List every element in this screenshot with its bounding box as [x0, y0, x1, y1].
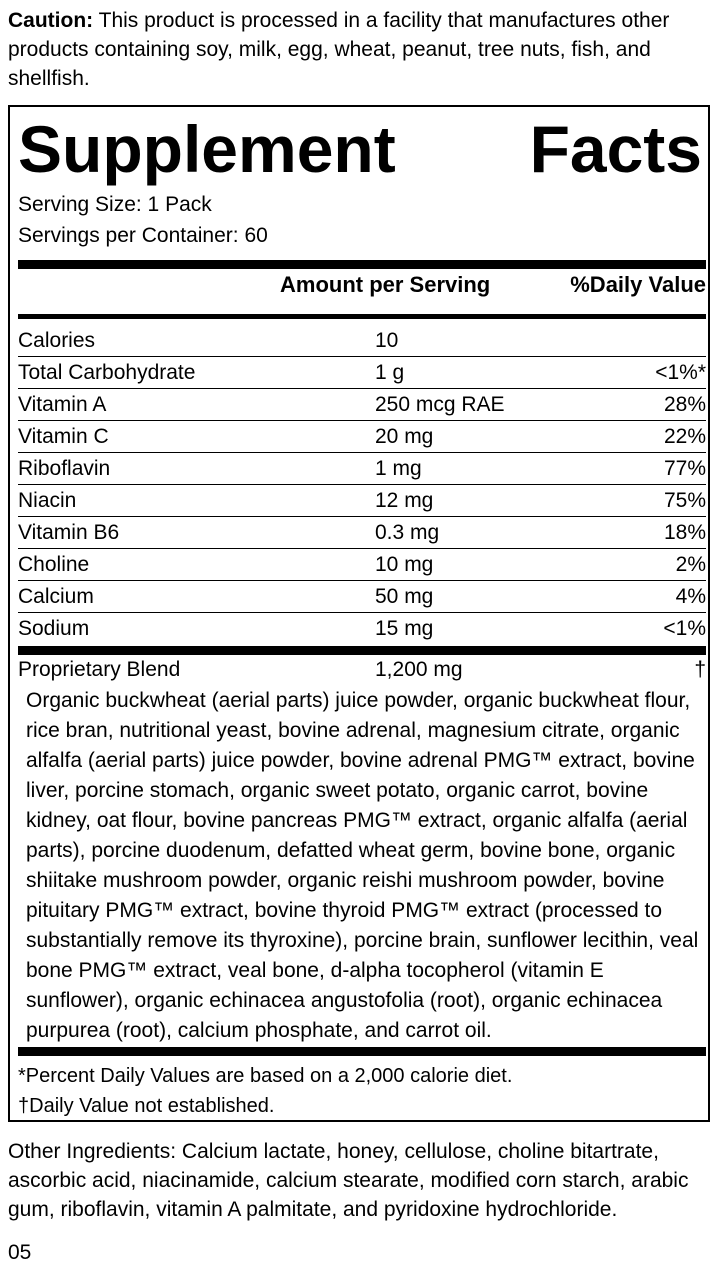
- blend-header-row: [18, 655, 706, 685]
- nutrient-dv: 75%: [663, 489, 706, 512]
- nutrient-row: [18, 549, 706, 581]
- caution-statement: [8, 6, 708, 93]
- nutrient-amount: 10: [375, 329, 399, 352]
- nutrient-amount: 12 mg: [375, 489, 434, 512]
- nutrient-name: Vitamin A: [18, 393, 107, 416]
- nutrient-name: Total Carbohydrate: [18, 361, 196, 384]
- nutrient-row: [18, 357, 706, 389]
- footnote-daily-values: *Percent Daily Values are based on a 2,000 calorie diet.: [18, 1065, 513, 1087]
- nutrient-dv: 28%: [663, 393, 706, 416]
- nutrient-row: [18, 485, 706, 517]
- blend-amount: 1,200 mg: [375, 658, 463, 681]
- panel-title: [18, 111, 702, 187]
- divider-bottom: [18, 1047, 706, 1056]
- page-code: 05: [8, 1241, 32, 1264]
- nutrient-row: [18, 517, 706, 549]
- footnote-dagger: †Daily Value not established.: [18, 1095, 275, 1117]
- divider-header: [18, 314, 706, 319]
- serving-info: [18, 189, 268, 251]
- nutrient-dv: 18%: [663, 521, 706, 544]
- nutrient-amount: 20 mg: [375, 425, 434, 448]
- nutrient-dv: <1%: [663, 617, 706, 640]
- nutrient-row: [18, 389, 706, 421]
- nutrient-name: Sodium: [18, 617, 90, 640]
- nutrient-row: [18, 421, 706, 453]
- blend-ingredients: Organic buckwheat (aerial parts) juice powder, organic buckwheat flour, rice bran, nutritional yeast, bovine adrenal, magnesium citrate, organic alfalfa (aerial parts) juice powder, bovine adrenal PMG™ extract, bovine liver, porcine stomach, organic sweet potato, organic carrot, bovine kidney, oat flour, bovine pancreas PMG™ extract, organic alfalfa (aerial parts), porcine duodenum, defatted wheat germ, bovine bone, organic shiitake mushroom powder, organic reishi mushroom powder, bovine pituitary PMG™ extract, bovine thyroid PMG™ extract (processed to substantially remove its thyroxine), porcine brain, sunflower lecithin, veal bone PMG™ extract, veal bone, d-alpha tocopherol (vitamin E sunflower), organic echinacea angustofolia (root), organic echinacea purpurea (root), calcium phosphate, and carrot oil.: [26, 689, 699, 1042]
- nutrient-row: [18, 581, 706, 613]
- nutrient-dv: 22%: [663, 425, 706, 448]
- footnotes: [18, 1061, 512, 1121]
- nutrient-amount: 1 g: [375, 361, 405, 384]
- nutrient-dv: 2%: [675, 553, 706, 576]
- divider-thick-top: [18, 260, 706, 269]
- title-word-facts: Facts: [529, 112, 702, 186]
- nutrient-amount: 1 mg: [375, 457, 422, 480]
- nutrient-name: Vitamin B6: [18, 521, 120, 544]
- nutrient-amount: 250 mcg RAE: [375, 393, 505, 416]
- serving-size: Serving Size: 1 Pack: [18, 193, 212, 216]
- title-word-supplement: Supplement: [18, 112, 396, 186]
- supplement-facts-panel: [8, 105, 710, 1122]
- blend-dv: †: [694, 658, 706, 681]
- nutrient-name: Calcium: [18, 585, 94, 608]
- nutrient-amount: 10 mg: [375, 553, 434, 576]
- blend-name: Proprietary Blend: [18, 658, 181, 681]
- nutrient-amount: 0.3 mg: [375, 521, 440, 544]
- nutrient-row: [18, 453, 706, 485]
- header-daily-value: %Daily Value: [570, 272, 706, 297]
- nutrient-name: Riboflavin: [18, 457, 111, 480]
- nutrient-name: Vitamin C: [18, 425, 109, 448]
- nutrient-dv: <1%*: [655, 361, 706, 384]
- divider-before-blend: [18, 646, 706, 655]
- nutrient-table: [18, 325, 706, 644]
- caution-text: This product is processed in a facility that manufactures other products containing soy, milk, egg, wheat, peanut, tree nuts, fish, and shellfish.: [8, 9, 670, 90]
- nutrient-amount: 50 mg: [375, 585, 434, 608]
- nutrient-amount: 15 mg: [375, 617, 434, 640]
- other-ingredients: Other Ingredients: Calcium lactate, honey, cellulose, choline bitartrate, ascorbic acid, niacinamide, calcium stearate, modified corn starch, arabic gum, riboflavin, vitamin A palmitate, and pyridoxine hydrochloride.: [8, 1140, 689, 1221]
- caution-label: Caution:: [8, 9, 94, 32]
- nutrient-dv: 4%: [675, 585, 706, 608]
- nutrient-name: Niacin: [18, 489, 77, 512]
- nutrient-row: [18, 613, 706, 644]
- nutrient-name: Calories: [18, 329, 96, 352]
- nutrient-name: Choline: [18, 553, 90, 576]
- proprietary-blend: [18, 655, 706, 1046]
- header-amount-per-serving: Amount per Serving: [280, 272, 491, 297]
- nutrient-dv: 77%: [663, 457, 706, 480]
- servings-per-container: Servings per Container: 60: [18, 224, 268, 247]
- nutrient-row: [18, 325, 706, 357]
